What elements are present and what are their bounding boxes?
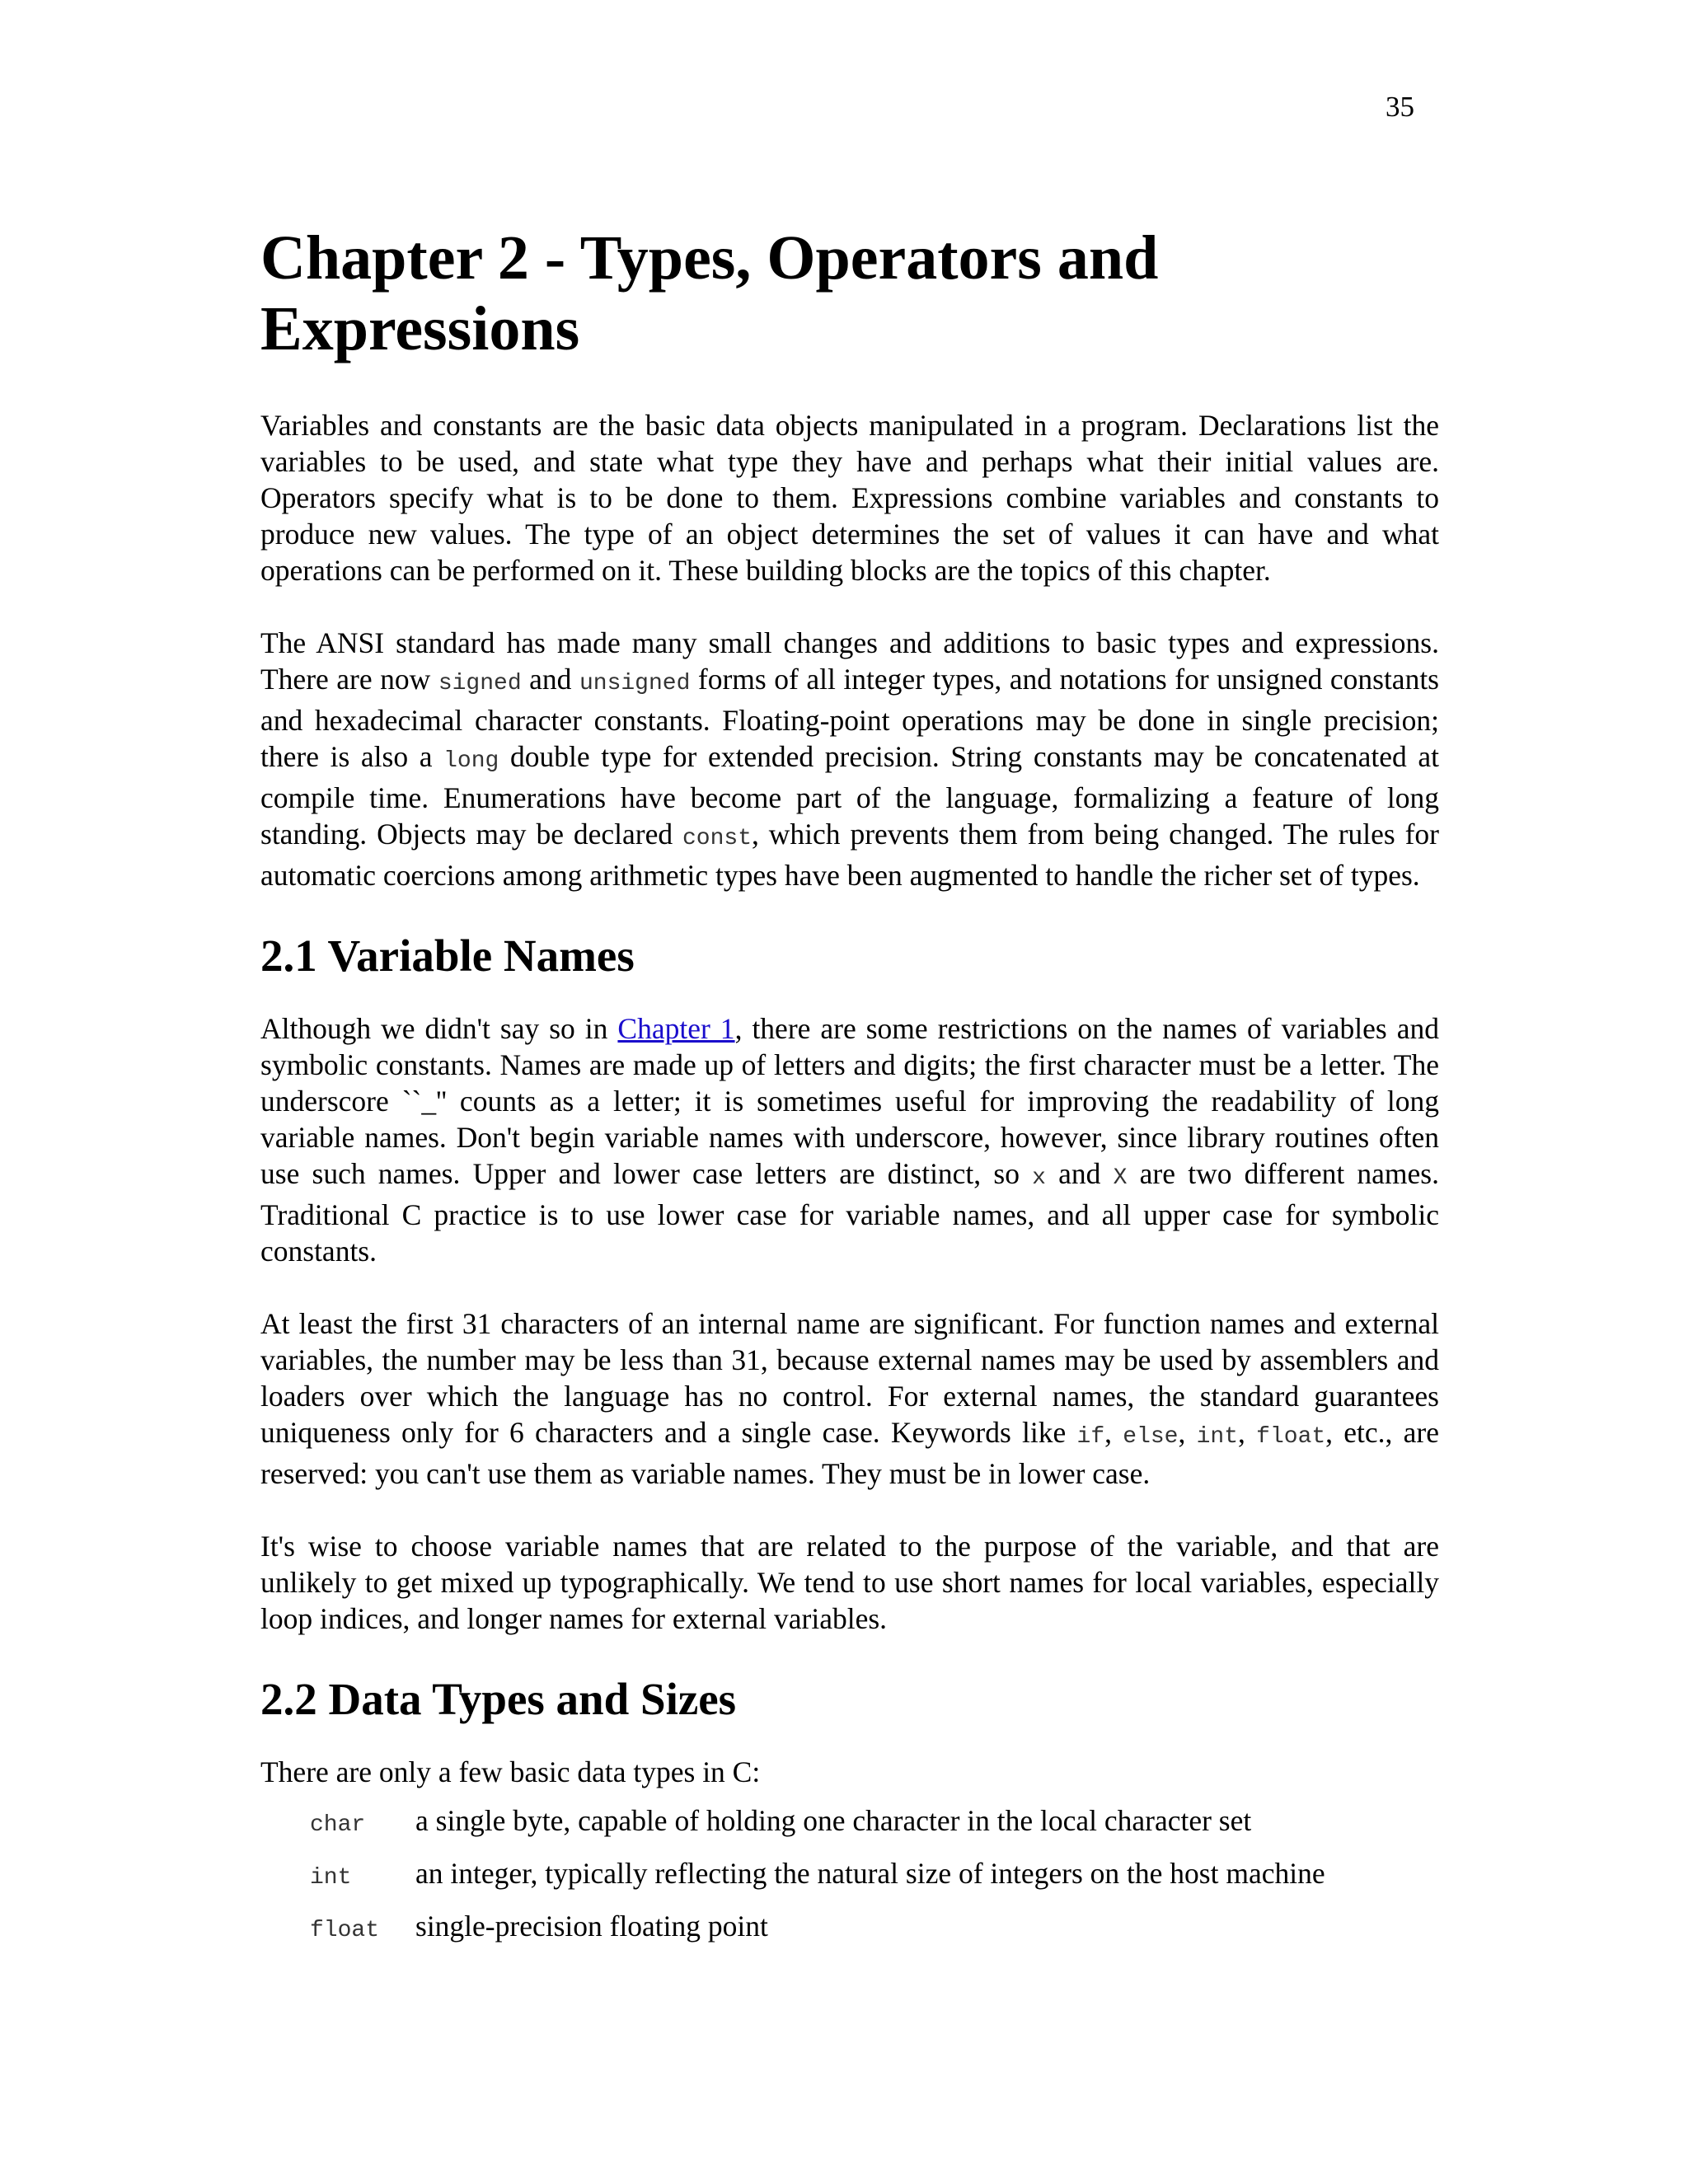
- data-types-intro: There are only a few basic data types in C:: [260, 1755, 761, 1788]
- type-name: float: [310, 1918, 380, 1943]
- chapter-title: Chapter 2 - Types, Operators and Expressions: [260, 223, 1159, 363]
- code-float: float: [1256, 1424, 1326, 1450]
- text-run: ,: [1104, 1416, 1123, 1449]
- code-int: int: [1196, 1424, 1239, 1450]
- text-run: double type for extended precision. String constants may be concatenated at compile time. Enumerations have become part of the language, formalizing a feature of long standing. Objects may be declared: [260, 740, 1439, 851]
- code-signed: signed: [438, 671, 522, 696]
- chapter-1-link[interactable]: Chapter 1: [617, 1012, 735, 1045]
- variable-names-paragraph-3: It's wise to choose variable names that are related to the purpose of the variable, and that are unlikely to get mixed up typographically. We tend to use short names for local variables, especially loop indices, and longer names for external variables.: [260, 1530, 1439, 1635]
- text-run: Although we didn't say so in: [260, 1012, 618, 1045]
- code-X: X: [1113, 1165, 1128, 1191]
- code-if: if: [1076, 1424, 1105, 1450]
- text-run: At least the first 31 characters of an internal name are significant. For function names and external variables, the number may be less than 31, because external names may be used by assemblers and loaders over which the language has no control. For external names, the standard guarantees uniqueness only for 6 characters and a single case. Keywords like: [260, 1307, 1439, 1449]
- data-type-row: [310, 1797, 1439, 1849]
- text-run: , which prevents them from being changed. The rules for automatic coercions among arithmetic types have been augmented to handle the richer set of types.: [260, 818, 1439, 892]
- text-run: ,: [1238, 1416, 1257, 1449]
- text-run: and: [521, 663, 579, 696]
- text-run: , there are some restrictions on the names of variables and symbolic constants. Names are made up of letters and digits; the first character must be a letter. The underscore ``_'' counts as a letter; it is sometimes useful for improving the readability of long variable names. Don't begin variable names with underscore, however, since library routines often use such names. Upper and lower case letters are distinct, so: [260, 1012, 1439, 1190]
- text-run: The ANSI standard has made many small changes and additions to basic types and expressions. There are now: [260, 626, 1439, 696]
- code-else: else: [1123, 1424, 1179, 1450]
- text-run: are two different names. Traditional C practice is to use lower case for variable names, and all upper case for symbolic constants.: [260, 1157, 1439, 1268]
- page-content: [260, 223, 1439, 1955]
- code-x: x: [1032, 1165, 1046, 1191]
- data-type-row: [310, 1849, 1439, 1902]
- type-description: an integer, typically reflecting the natural size of integers on the host machine: [415, 1857, 1325, 1890]
- intro-paragraph-2: [260, 625, 1439, 893]
- intro-paragraph-1: Variables and constants are the basic data objects manipulated in a program. Declarations list the variables to be used, and state what type they have and perhaps what their initial values are. Operators specify what is to be done to them. Expressions combine variables and constants to produce new values. The type of an object determines the set of values it can have and what operations can be performed on it. These building blocks are the topics of this chapter.: [260, 409, 1439, 587]
- type-name: int: [310, 1865, 352, 1891]
- text-run: forms of all integer types, and notations for unsigned constants and hexadecimal character constants. Floating-point operations may be done in single precision; there is also a: [260, 663, 1439, 773]
- data-type-row: [310, 1902, 1439, 1955]
- page-number: 35: [1386, 91, 1414, 123]
- section-title-data-types: 2.2 Data Types and Sizes: [260, 1674, 737, 1724]
- type-description: single-precision floating point: [415, 1910, 768, 1943]
- text-run: ,: [1178, 1416, 1197, 1449]
- section-title-variable-names: 2.1 Variable Names: [260, 930, 635, 981]
- type-name: char: [310, 1812, 366, 1838]
- data-types-list: [260, 1797, 1439, 1955]
- variable-names-paragraph-1: [260, 1010, 1439, 1269]
- text-run: and: [1045, 1157, 1114, 1190]
- variable-names-paragraph-2: [260, 1305, 1439, 1492]
- code-long: long: [443, 748, 499, 774]
- text-run: , etc., are reserved: you can't use them as variable names. They must be in lower case.: [260, 1416, 1440, 1490]
- type-description: a single byte, capable of holding one character in the local character set: [415, 1804, 1252, 1837]
- code-const: const: [682, 826, 752, 851]
- code-unsigned: unsigned: [579, 671, 691, 696]
